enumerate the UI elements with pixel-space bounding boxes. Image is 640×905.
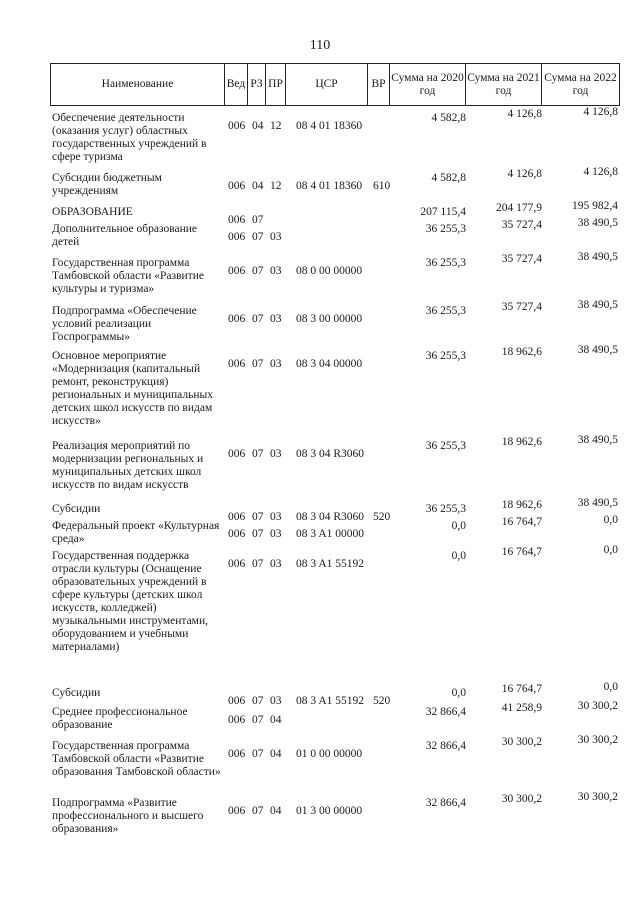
- cell-pr: 03: [270, 313, 282, 325]
- cell-s2: 4 126,8: [507, 108, 542, 120]
- cell-rz: 07: [252, 714, 264, 726]
- cell-s3: 0,0: [603, 544, 618, 556]
- cell-s1: 207 115,4: [420, 206, 466, 218]
- cell-pr: 12: [270, 180, 282, 192]
- cell-pr: 03: [270, 695, 282, 707]
- cell-ved: 006: [228, 805, 246, 817]
- cell-s2: 35 727,4: [501, 301, 542, 313]
- cell-name: Государственная программа Тамбовской области «Развитие культуры и туризма»: [52, 257, 204, 295]
- cell-s2: 30 300,2: [501, 793, 542, 805]
- cell-s1: 32 866,4: [425, 740, 466, 752]
- cell-name: Государственная программа Тамбовской области «Развитие образования Тамбовской области»: [52, 740, 221, 778]
- cell-s2: 35 727,4: [501, 253, 542, 265]
- cell-pr: 04: [270, 805, 282, 817]
- cell-s3: 4 126,8: [583, 166, 618, 178]
- cell-ved: 006: [228, 558, 246, 570]
- cell-rz: 07: [252, 695, 264, 707]
- cell-name: Субсидии: [52, 503, 101, 515]
- cell-vr: 520: [373, 511, 391, 523]
- cell-s3: 38 490,5: [577, 251, 618, 263]
- cell-rz: 04: [252, 180, 264, 192]
- cell-rz: 07: [252, 214, 264, 226]
- col-pr-header: ПР: [265, 64, 285, 105]
- cell-ved: 006: [228, 180, 246, 192]
- cell-pr: 03: [270, 448, 282, 460]
- cell-s1: 36 255,3: [425, 350, 466, 362]
- cell-pr: 12: [270, 120, 282, 132]
- cell-s1: 36 255,3: [425, 503, 466, 515]
- cell-csr: 08 3 A1 00000: [296, 528, 365, 540]
- cell-name: Субсидии бюджетным учреждениям: [52, 172, 162, 197]
- cell-ved: 006: [228, 313, 246, 325]
- cell-rz: 07: [252, 358, 264, 370]
- cell-s1: 36 255,3: [425, 305, 466, 317]
- cell-rz: 07: [252, 265, 264, 277]
- cell-pr: 03: [270, 528, 282, 540]
- cell-pr: 03: [270, 558, 282, 570]
- cell-s1: 4 582,8: [431, 112, 466, 124]
- cell-s1: 0,0: [451, 550, 466, 562]
- cell-s2: 41 258,9: [501, 702, 542, 714]
- cell-rz: 07: [252, 313, 264, 325]
- cell-s1: 32 866,4: [425, 706, 466, 718]
- cell-s2: 16 764,7: [501, 683, 542, 695]
- cell-pr: 03: [270, 511, 282, 523]
- cell-ved: 006: [228, 511, 246, 523]
- cell-csr: 08 3 04 00000: [296, 358, 363, 370]
- cell-ved: 006: [228, 714, 246, 726]
- cell-name: Подпрограмма «Развитие профессионального и высшего образования»: [52, 797, 204, 835]
- cell-csr: 08 3 A1 55192: [296, 695, 365, 707]
- cell-ved: 006: [228, 120, 246, 132]
- cell-s2: 16 764,7: [501, 516, 542, 528]
- cell-name: Дополнительное образование детей: [52, 223, 198, 248]
- cell-name: Государственная поддержка отрасли культуры (Оснащение образовательных учреждений в сфере культуры (детских школ искусств, колледжей) музыкальными инструментами, оборудованием и учебными материалами): [52, 550, 208, 653]
- cell-s2: 16 764,7: [501, 546, 542, 558]
- cell-rz: 07: [252, 558, 264, 570]
- cell-s3: 30 300,2: [577, 734, 618, 746]
- cell-ved: 006: [228, 528, 246, 540]
- cell-s2: 30 300,2: [501, 736, 542, 748]
- cell-s1: 32 866,4: [425, 797, 466, 809]
- cell-name: ОБРАЗОВАНИЕ: [52, 206, 133, 218]
- cell-s1: 36 255,3: [425, 257, 466, 269]
- cell-s1: 36 255,3: [425, 440, 466, 452]
- cell-rz: 07: [252, 231, 264, 243]
- cell-s2: 204 177,9: [496, 202, 542, 214]
- col-rz-header: РЗ: [247, 64, 265, 105]
- cell-s2: 18 962,6: [501, 436, 542, 448]
- cell-s3: 0,0: [603, 681, 618, 693]
- col-csr-header: ЦСР: [285, 64, 367, 105]
- cell-s1: 36 255,3: [425, 223, 466, 235]
- cell-s2: 35 727,4: [501, 219, 542, 231]
- cell-rz: 07: [252, 748, 264, 760]
- cell-name: Реализация мероприятий по модернизации региональных и муниципальных детских школ искусств по видам искусств: [52, 440, 204, 491]
- cell-pr: 03: [270, 231, 282, 243]
- col-2021-header: Сумма на 2021 год: [465, 64, 541, 105]
- cell-rz: 07: [252, 805, 264, 817]
- cell-name: Среднее профессиональное образование: [52, 706, 188, 731]
- cell-csr: 08 4 01 18360: [296, 180, 363, 192]
- cell-csr: 08 3 00 00000: [296, 313, 363, 325]
- cell-ved: 006: [228, 358, 246, 370]
- cell-rz: 07: [252, 511, 264, 523]
- cell-s1: 0,0: [451, 520, 466, 532]
- cell-name: Подпрограмма «Обеспечение условий реализации Госпрограммы»: [52, 305, 197, 343]
- cell-vr: 610: [373, 180, 391, 192]
- cell-ved: 006: [228, 448, 246, 460]
- cell-csr: 01 0 00 00000: [296, 748, 363, 760]
- cell-ved: 006: [228, 748, 246, 760]
- cell-s3: 38 490,5: [577, 299, 618, 311]
- cell-s2: 18 962,6: [501, 499, 542, 511]
- cell-s3: 4 126,8: [583, 106, 618, 118]
- cell-rz: 04: [252, 120, 264, 132]
- cell-csr: 01 3 00 00000: [296, 805, 363, 817]
- cell-csr: 08 3 A1 55192: [296, 558, 365, 570]
- cell-s3: 38 490,5: [577, 434, 618, 446]
- cell-ved: 006: [228, 231, 246, 243]
- cell-name: Основное мероприятие «Модернизация (капитальный ремонт, реконструкция) региональных и муниципальных детских школ искусств по видам искусств»: [52, 350, 213, 427]
- col-vr-header: ВР: [367, 64, 389, 105]
- cell-csr: 08 4 01 18360: [296, 120, 363, 132]
- page-number: 110: [309, 38, 331, 53]
- cell-name: Обеспечение деятельности (оказания услуг) областных государственных учреждений в сфере туризма: [52, 112, 207, 163]
- cell-pr: 03: [270, 358, 282, 370]
- cell-pr: 04: [270, 748, 282, 760]
- cell-rz: 07: [252, 448, 264, 460]
- cell-s3: 195 982,4: [572, 200, 618, 212]
- cell-pr: 04: [270, 714, 282, 726]
- cell-csr: 08 3 04 R3060: [296, 511, 365, 523]
- cell-s3: 38 490,5: [577, 217, 618, 229]
- cell-ved: 006: [228, 265, 246, 277]
- col-2020-header: Сумма на 2020 год: [389, 64, 465, 105]
- cell-ved: 006: [228, 214, 246, 226]
- cell-pr: 03: [270, 265, 282, 277]
- cell-ved: 006: [228, 695, 246, 707]
- cell-s2: 18 962,6: [501, 346, 542, 358]
- cell-s3: 30 300,2: [577, 791, 618, 803]
- cell-csr: 08 0 00 00000: [296, 265, 363, 277]
- cell-s3: 38 490,5: [577, 344, 618, 356]
- cell-name: Федеральный проект «Культурная среда»: [52, 520, 220, 545]
- col-2022-header: Сумма на 2022 год: [541, 64, 620, 105]
- cell-s2: 4 126,8: [507, 168, 542, 180]
- cell-rz: 07: [252, 528, 264, 540]
- col-name-header: Наименование: [50, 64, 224, 105]
- cell-csr: 08 3 04 R3060: [296, 448, 365, 460]
- cell-s1: 4 582,8: [431, 172, 466, 184]
- cell-vr: 520: [373, 695, 391, 707]
- cell-name: Субсидии: [52, 687, 101, 699]
- cell-s3: 38 490,5: [577, 497, 618, 509]
- cell-s3: 30 300,2: [577, 700, 618, 712]
- cell-s1: 0,0: [451, 687, 466, 699]
- cell-s3: 0,0: [603, 514, 618, 526]
- col-ved-header: Вед: [224, 64, 247, 105]
